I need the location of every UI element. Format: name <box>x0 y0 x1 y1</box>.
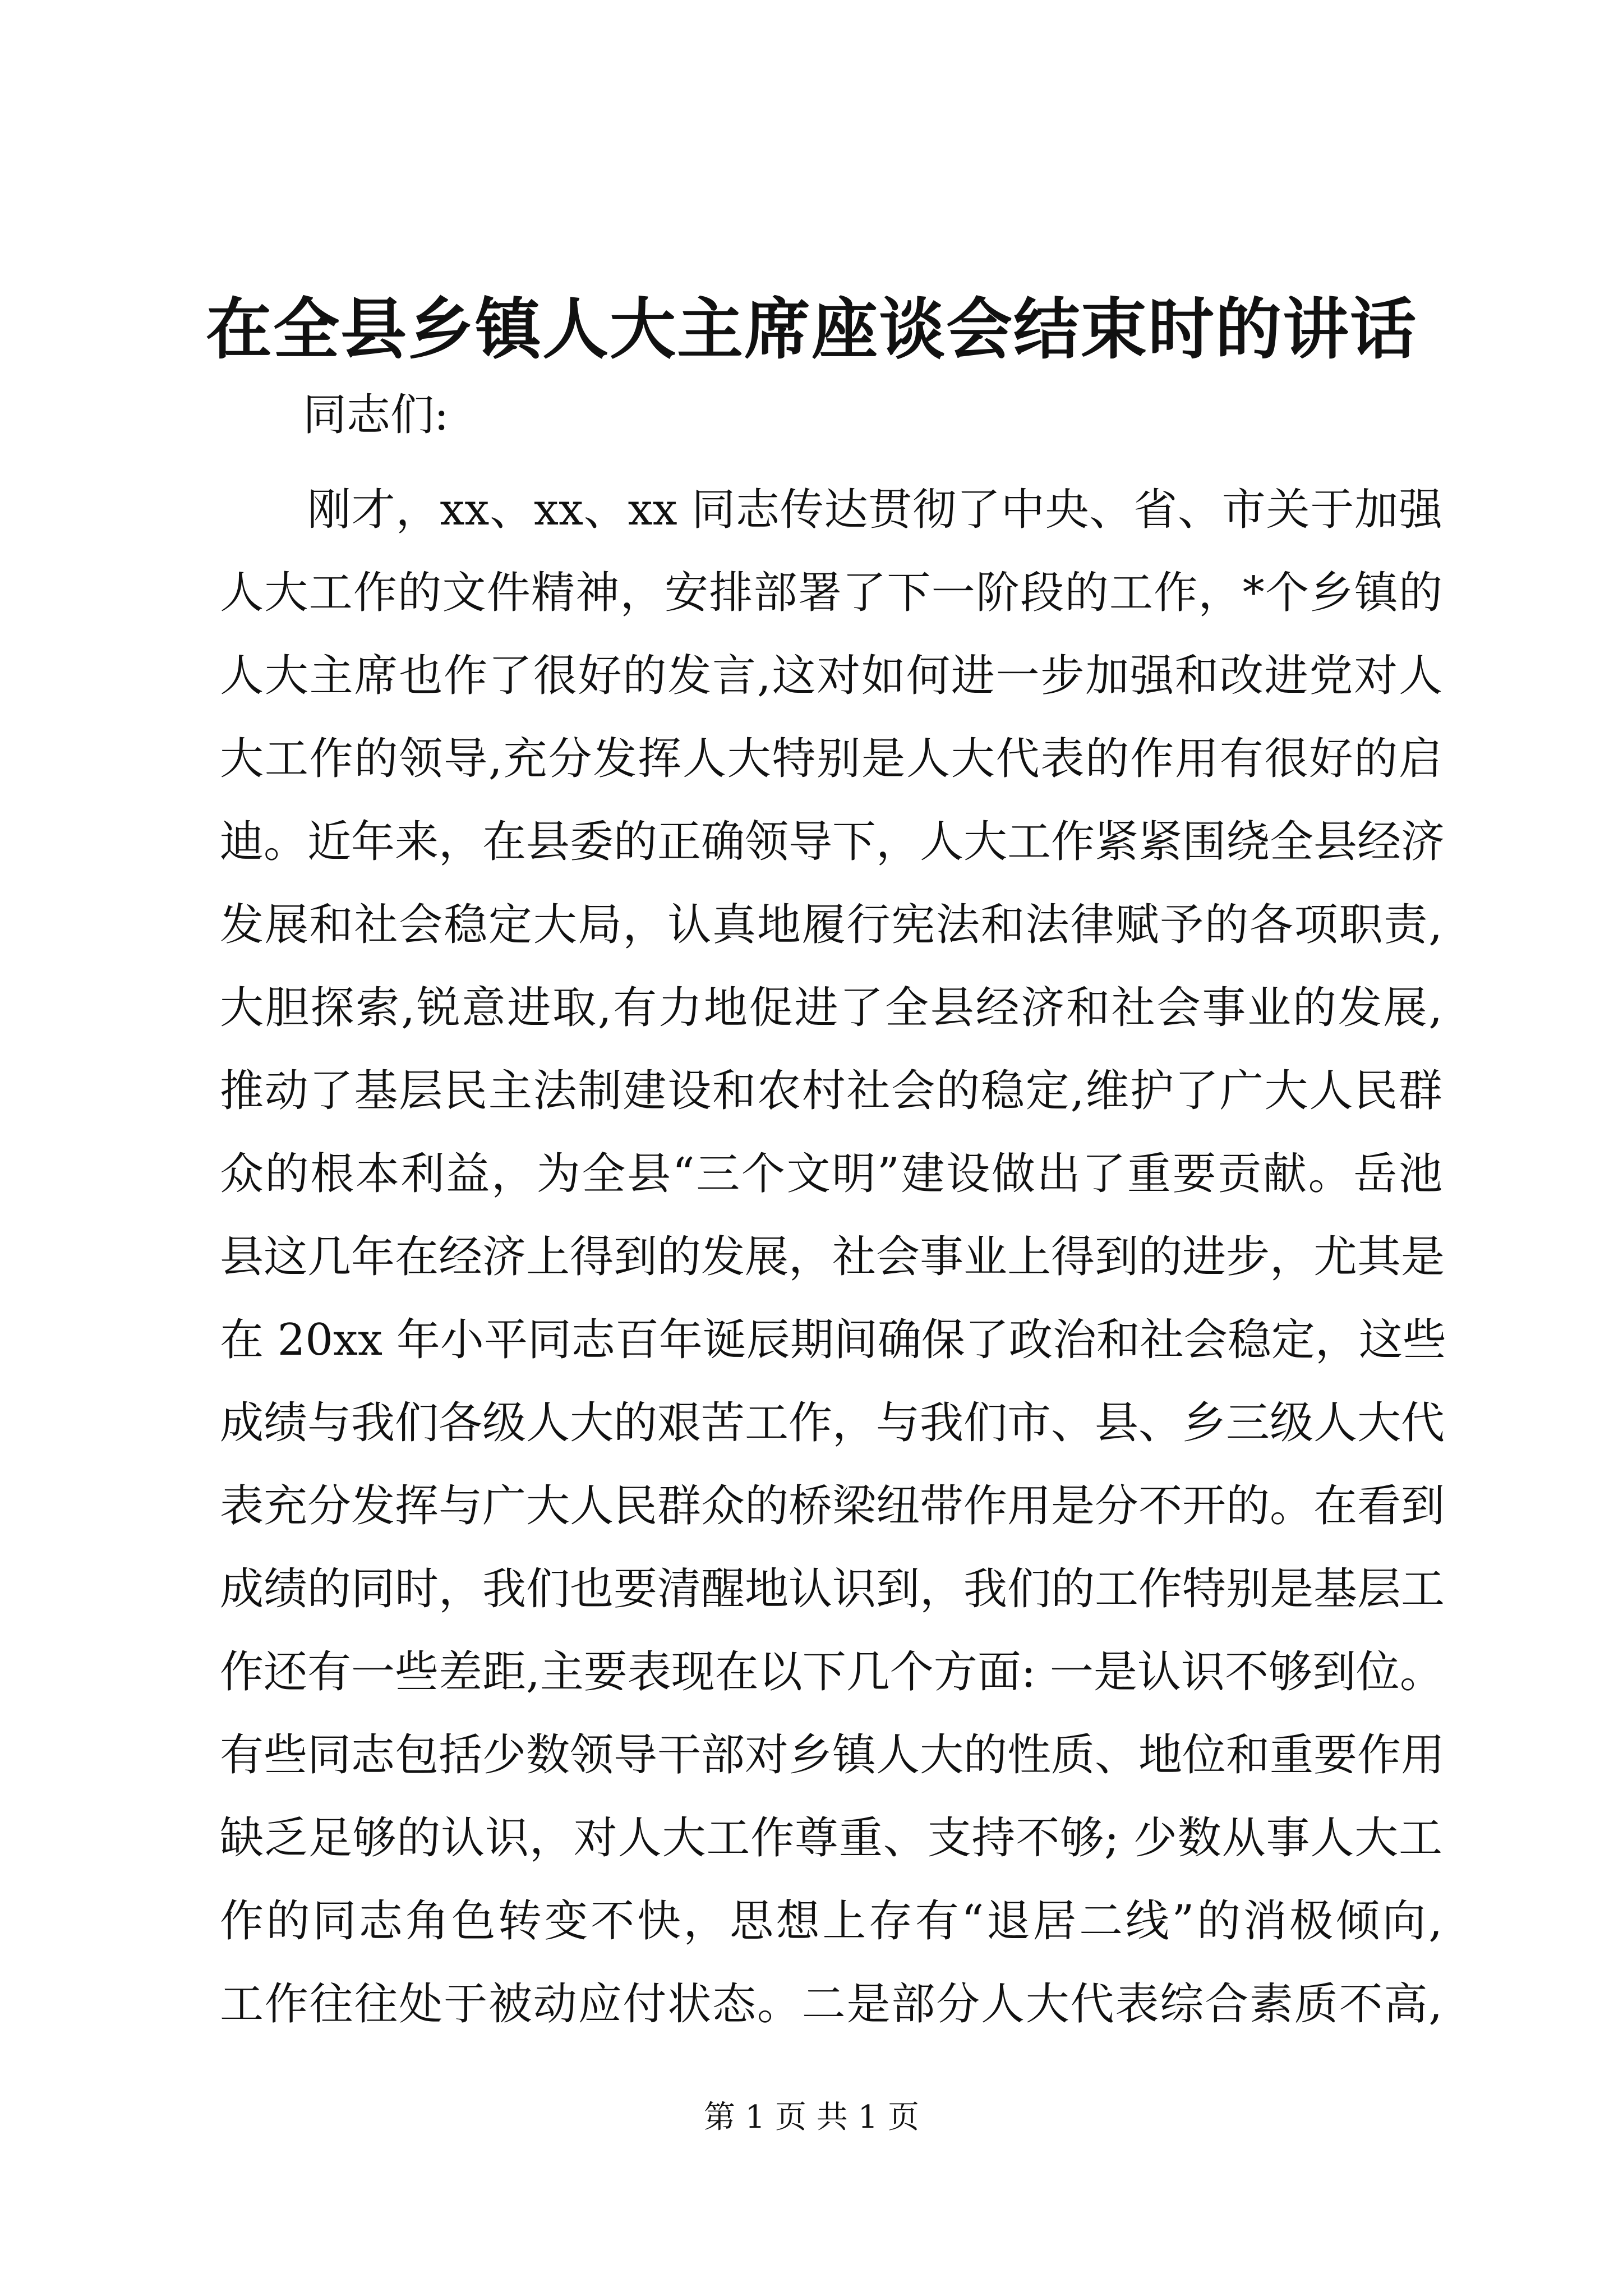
text-line: 有些同志包括少数领导干部对乡镇人大的性质、地位和重要作用 <box>220 1730 1445 1780</box>
salutation: 同志们: <box>303 390 449 440</box>
text-line: 众的根本利益，为全县“三个文明”建设做出了重要贡献。岳池 <box>220 1149 1442 1199</box>
text-line: 人大主席也作了很好的发言,这对如何进一步加强和改进党对人 <box>220 651 1442 701</box>
text-line: 发展和社会稳定大局，认真地履行宪法和法律赋予的各项职责, <box>220 900 1442 950</box>
text-line: 作的同志角色转变不快，思想上存有“退居二线”的消极倾向, <box>220 1896 1442 1947</box>
text-line: 人大工作的文件精神，安排部署了下一阶段的工作，*个乡镇的 <box>220 568 1442 618</box>
text-line: 刚才，xx、xx、xx 同志传达贯彻了中央、省、市关于加强 <box>307 485 1442 535</box>
text-line: 作还有一些差距,主要表现在以下几个方面: 一是认识不够到位。 <box>220 1647 1444 1697</box>
text-line: 推动了基层民主法制建设和农村社会的稳定,维护了广大人民群 <box>220 1066 1442 1116</box>
text-line: 在 20xx 年小平同志百年诞辰期间确保了政治和社会稳定，这些 <box>220 1315 1446 1365</box>
document-title: 在全县乡镇人大主席座谈会结束时的讲话 <box>205 290 1417 368</box>
text-line: 成绩与我们各级人大的艰苦工作，与我们市、县、乡三级人大代 <box>220 1398 1445 1448</box>
text-line: 迪。近年来，在县委的正确领导下，人大工作紧紧围绕全县经济 <box>220 817 1445 867</box>
text-line: 县这几年在经济上得到的发展，社会事业上得到的进步，尤其是 <box>220 1232 1445 1282</box>
page-footer: 第 1 页 共 1 页 <box>703 2099 920 2136</box>
text-line: 大胆探索,锐意进取,有力地促进了全县经济和社会事业的发展, <box>220 983 1442 1033</box>
text-line: 大工作的领导,充分发挥人大特别是人大代表的作用有很好的启 <box>220 734 1442 784</box>
text-line: 成绩的同时，我们也要清醒地认识到，我们的工作特别是基层工 <box>220 1564 1445 1614</box>
text-line: 缺乏足够的认识，对人大工作尊重、支持不够; 少数从事人大工 <box>220 1813 1442 1864</box>
text-line: 工作往往处于被动应付状态。二是部分人大代表综合素质不高, <box>220 1979 1442 2030</box>
body-paragraph <box>220 468 1446 2046</box>
text-line: 表充分发挥与广大人民群众的桥梁纽带作用是分不开的。在看到 <box>220 1481 1445 1531</box>
